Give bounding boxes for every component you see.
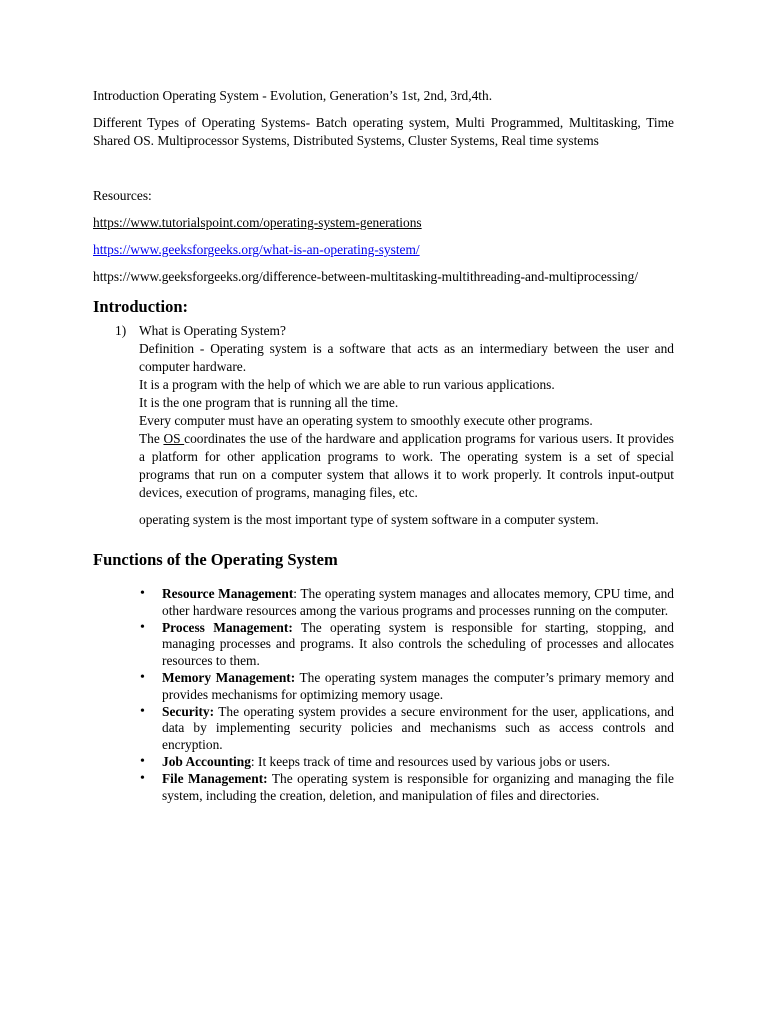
function-term: Resource Management bbox=[162, 586, 294, 601]
function-text: The operating system provides a secure environment for the user, applications, and data by implementing security policies and mechanisms such as access controls and encryption. bbox=[162, 703, 674, 753]
function-term: File Management: bbox=[162, 770, 268, 786]
bullet-icon: • bbox=[140, 586, 145, 601]
resource-link-gfg-what-is-os[interactable]: https://www.geeksforgeeks.org/what-is-an-operating-system/ bbox=[93, 242, 420, 257]
function-text: The operating system manages and allocates memory, CPU time, and other hardware resources among the various programs and processes running on the computer. bbox=[162, 586, 674, 618]
function-text: The operating system manages the computer’s primary memory and provides mechanisms for optimizing memory usage. bbox=[162, 669, 674, 702]
introduction-item-1 bbox=[93, 322, 674, 502]
function-sep: : bbox=[293, 586, 298, 601]
execute-line: Every computer must have an operating system to smoothly execute other programs. bbox=[139, 413, 593, 428]
function-sep: : bbox=[250, 753, 255, 769]
function-term: Security: bbox=[162, 703, 215, 719]
function-item-file bbox=[93, 771, 674, 805]
functions-list bbox=[93, 586, 674, 804]
function-term: Process Management: bbox=[162, 619, 293, 635]
functions-heading: Functions of the Operating System bbox=[93, 550, 338, 569]
bullet-icon: • bbox=[140, 619, 145, 635]
os-link[interactable]: OS bbox=[163, 431, 185, 446]
function-term: Job Accounting bbox=[162, 753, 251, 769]
bullet-icon: • bbox=[140, 703, 145, 719]
function-text: The operating system is responsible for organizing and managing the file system, including the creation, deletion, and manipulation of files and directories. bbox=[162, 770, 675, 803]
bullet-icon: • bbox=[140, 753, 145, 769]
introduction-list bbox=[93, 322, 674, 502]
function-item-process bbox=[93, 620, 674, 670]
bullet-icon: • bbox=[140, 770, 145, 786]
function-text: The operating system is responsible for starting, stopping, and managing processes and programs. It also controls the scheduling of processes and allocates resources to them. bbox=[162, 619, 674, 669]
function-item-job-accounting bbox=[93, 754, 674, 771]
list-number: 1) bbox=[115, 323, 127, 338]
coordinates-text: coordinates the use of the hardware and application programs for various users. It provides a platform for other application programs to work. The operating system is a set of special programs that run on a computer system that allows it to work properly. It controls input-output devices, execution of programs, managing files, etc. bbox=[139, 431, 674, 500]
document-body bbox=[93, 87, 674, 804]
question-line: What is Operating System? bbox=[139, 323, 286, 338]
introduction-heading: Introduction: bbox=[93, 297, 189, 316]
coordinates-paragraph bbox=[139, 430, 674, 502]
resource-text-gfg-multitasking: https://www.geeksforgeeks.org/difference-between-multitasking-multithreading-and-multiprocessing/ bbox=[93, 269, 639, 284]
function-item-resource bbox=[93, 586, 674, 620]
resources-label: Resources: bbox=[93, 188, 152, 203]
bullet-icon: • bbox=[140, 669, 145, 685]
types-paragraph: Different Types of Operating Systems- Batch operating system, Multi Programmed, Multitasking, Time Shared OS. Multiprocessor Systems, Distributed Systems, Cluster Systems, Real time systems bbox=[93, 115, 674, 148]
running-line: It is the one program that is running all the time. bbox=[139, 395, 399, 410]
function-term: Memory Management: bbox=[162, 669, 296, 685]
importance-note: operating system is the most important type of system software in a computer system. bbox=[139, 512, 599, 527]
coordinates-prefix: The bbox=[139, 431, 164, 446]
function-item-security bbox=[93, 704, 674, 754]
function-item-memory bbox=[93, 670, 674, 704]
resource-link-tutorialspoint[interactable]: https://www.tutorialspoint.com/operating-system-generations bbox=[93, 215, 422, 230]
intro-line: Introduction Operating System - Evolution, Generation’s 1st, 2nd, 3rd,4th. bbox=[93, 88, 493, 103]
program-line: It is a program with the help of which we are able to run various applications. bbox=[139, 377, 555, 392]
function-text: It keeps track of time and resources used by various jobs or users. bbox=[254, 753, 611, 769]
definition-line: Definition - Operating system is a software that acts as an intermediary between the user and computer hardware. bbox=[139, 341, 674, 374]
